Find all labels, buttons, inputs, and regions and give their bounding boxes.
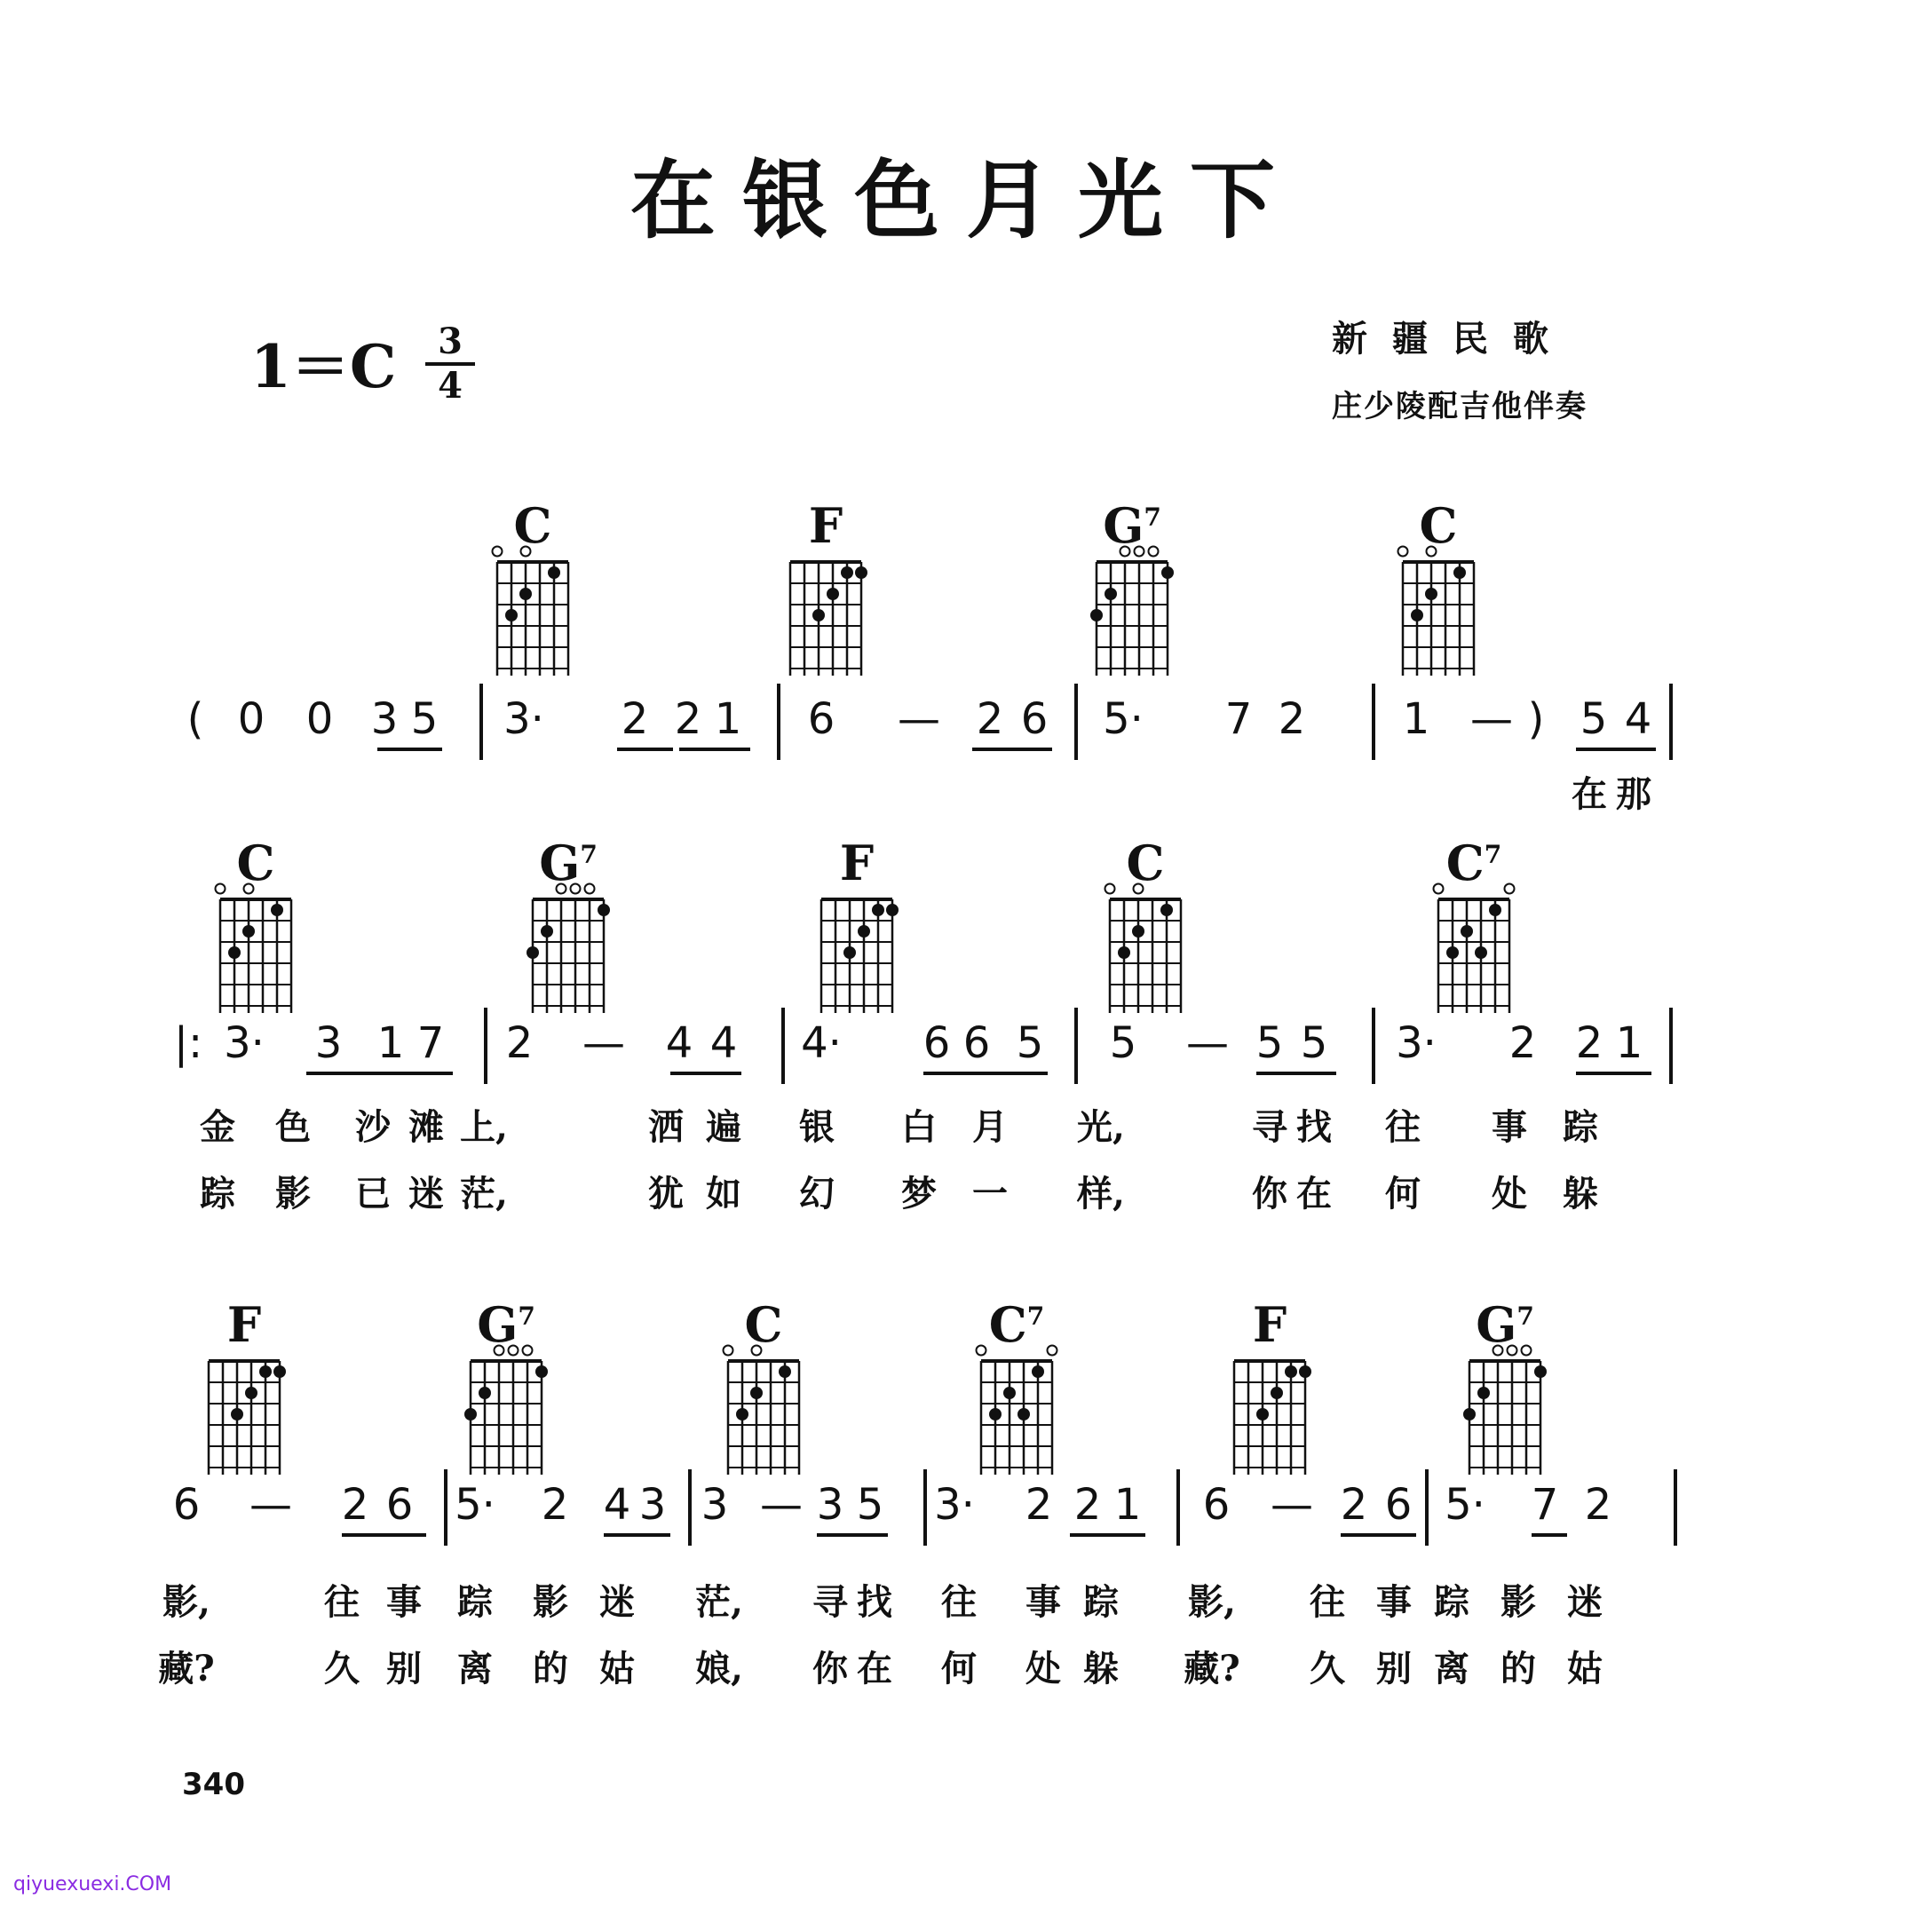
- beam-underline: [670, 1072, 741, 1075]
- barline: [444, 1469, 447, 1546]
- open-string-marker: [1522, 1346, 1532, 1356]
- note: 7: [1224, 694, 1253, 744]
- finger-dot: [827, 588, 839, 600]
- note: 2: [341, 1480, 369, 1530]
- open-string-marker: [523, 1346, 533, 1356]
- finger-dot: [1032, 1365, 1044, 1378]
- lyric-syllable: 踪: [1434, 1581, 1469, 1623]
- barline: [1176, 1469, 1180, 1546]
- chord-fretboard: [963, 1341, 1070, 1475]
- finger-dot: [527, 946, 539, 959]
- note: 5·: [1103, 694, 1144, 744]
- barline: [1074, 1008, 1078, 1084]
- barline: [688, 1469, 692, 1546]
- note: —: [1470, 694, 1513, 744]
- finger-dot: [519, 588, 532, 600]
- lyric-syllable: 月: [972, 1106, 1008, 1148]
- lyric-syllable: 往: [941, 1581, 977, 1623]
- barline: [479, 684, 483, 760]
- beam-underline: [679, 748, 750, 751]
- lyric-syllable: 事: [1492, 1106, 1527, 1148]
- lyric-syllable: 踪: [1083, 1581, 1119, 1623]
- finger-dot: [1489, 904, 1501, 916]
- lyric-syllable: 影,: [162, 1581, 210, 1623]
- barline: [781, 1008, 785, 1084]
- note: 0: [305, 694, 334, 744]
- lyric-syllable: 沙: [355, 1106, 391, 1148]
- beam-underline: [923, 1072, 1048, 1075]
- lyric-syllable: 何: [941, 1648, 977, 1689]
- lyric-syllable: 滩: [408, 1106, 444, 1148]
- lyric-syllable: 迷: [599, 1581, 635, 1623]
- beam-underline: [1532, 1533, 1567, 1537]
- finger-dot: [535, 1365, 548, 1378]
- open-string-marker: [1427, 547, 1437, 557]
- open-string-marker: [1508, 1346, 1517, 1356]
- note: 3·: [934, 1480, 975, 1530]
- note: —: [582, 1018, 625, 1068]
- barline: [777, 684, 780, 760]
- lyric-syllable: 那: [1616, 773, 1651, 815]
- note: 7: [1531, 1480, 1559, 1530]
- finger-dot: [989, 1408, 1002, 1420]
- chord-root: C: [1126, 835, 1165, 891]
- open-string-marker: [495, 1346, 504, 1356]
- note: 5: [1300, 1018, 1328, 1068]
- note: 1: [714, 694, 742, 744]
- finger-dot: [598, 904, 610, 916]
- lyric-syllable: 别: [386, 1648, 422, 1689]
- finger-dot: [1003, 1387, 1016, 1399]
- finger-dot: [245, 1387, 257, 1399]
- beam-underline: [306, 1072, 453, 1075]
- lyric-syllable: 踪: [1563, 1106, 1598, 1148]
- note: 6: [385, 1480, 414, 1530]
- note: 1: [1113, 1480, 1142, 1530]
- chord-fretboard: [1452, 1341, 1558, 1475]
- note: 6: [1384, 1480, 1413, 1530]
- lyric-syllable: 久: [1310, 1648, 1345, 1689]
- finger-dot: [1285, 1365, 1297, 1378]
- chord-root: C: [744, 1296, 783, 1353]
- lyric-syllable: 找: [857, 1581, 892, 1623]
- open-string-marker: [244, 884, 254, 894]
- finger-dot: [1118, 946, 1130, 959]
- finger-dot: [273, 1365, 286, 1378]
- note: 6: [807, 694, 835, 744]
- note: 2: [621, 694, 649, 744]
- lyric-syllable: 洒: [648, 1106, 684, 1148]
- lyric-syllable: 往: [1385, 1106, 1421, 1148]
- open-string-marker: [1048, 1346, 1057, 1356]
- note: 3: [701, 1480, 729, 1530]
- finger-dot: [259, 1365, 272, 1378]
- chord-root: C: [513, 497, 552, 554]
- time-denominator: 4: [438, 365, 463, 407]
- chord-fretboard: [1079, 542, 1185, 676]
- barline: [1669, 1008, 1673, 1084]
- lyric-syllable: 离: [457, 1648, 493, 1689]
- note: —: [249, 1480, 292, 1530]
- open-string-marker: [585, 884, 595, 894]
- lyric-syllable: 影: [275, 1173, 311, 1215]
- barline: [1372, 684, 1375, 760]
- lyric-syllable: 茫,: [695, 1581, 743, 1623]
- lyric-syllable: 何: [1385, 1173, 1421, 1215]
- chord-fretboard: [710, 1341, 817, 1475]
- finger-dot: [1534, 1365, 1547, 1378]
- chord-fretboard: [1216, 1341, 1323, 1475]
- finger-dot: [841, 566, 853, 579]
- chord-root: G: [1476, 1296, 1517, 1353]
- beam-underline: [1070, 1533, 1145, 1537]
- finger-dot: [855, 566, 867, 579]
- chord-extension: 7: [1484, 840, 1502, 869]
- note: 3·: [224, 1018, 265, 1068]
- watermark: qiyuexuexi.COM: [13, 1873, 172, 1895]
- open-string-marker: [1398, 547, 1408, 557]
- lyric-syllable: 踪: [200, 1173, 235, 1215]
- finger-dot: [858, 925, 870, 938]
- note: 2: [1508, 1018, 1537, 1068]
- lyric-syllable: 事: [386, 1581, 422, 1623]
- lyric-syllable: 久: [324, 1648, 360, 1689]
- note: (: [186, 694, 204, 744]
- lyric-syllable: 一: [972, 1173, 1008, 1215]
- lyric-syllable: 往: [324, 1581, 360, 1623]
- beam-underline: [604, 1533, 670, 1537]
- beam-underline: [1576, 748, 1656, 751]
- barline: [1074, 684, 1078, 760]
- chord-root: G: [477, 1296, 519, 1353]
- lyric-syllable: 茫,: [460, 1173, 508, 1215]
- finger-dot: [1425, 588, 1437, 600]
- finger-dot: [750, 1387, 763, 1399]
- note: 5: [856, 1480, 884, 1530]
- lyric-syllable: 事: [1376, 1581, 1412, 1623]
- open-string-marker: [521, 547, 531, 557]
- finger-dot: [1161, 566, 1174, 579]
- lyric-syllable: 往: [1310, 1581, 1345, 1623]
- note: 4·: [801, 1018, 842, 1068]
- finger-dot: [1090, 609, 1103, 621]
- open-string-marker: [557, 884, 566, 894]
- finger-dot: [1446, 946, 1459, 959]
- open-string-marker: [216, 884, 226, 894]
- lyric-syllable: 幻: [799, 1173, 835, 1215]
- chord-extension: 7: [580, 840, 598, 869]
- open-string-marker: [1135, 547, 1144, 557]
- note: 5·: [455, 1480, 495, 1530]
- finger-dot: [1105, 588, 1117, 600]
- page-number: 340: [182, 1767, 245, 1802]
- finger-dot: [228, 946, 241, 959]
- open-string-marker: [509, 1346, 519, 1356]
- chord-fretboard: [804, 880, 910, 1013]
- open-string-marker: [1149, 547, 1159, 557]
- time-signature: [431, 321, 470, 407]
- finger-dot: [1461, 925, 1473, 938]
- beam-underline: [617, 748, 673, 751]
- note: —: [1186, 1018, 1229, 1068]
- lyric-syllable: 遍: [706, 1106, 741, 1148]
- note: 2: [1575, 1018, 1603, 1068]
- lyric-syllable: 色: [275, 1106, 311, 1148]
- chord-root: F: [808, 497, 843, 554]
- finger-dot: [1132, 925, 1144, 938]
- note: 3·: [503, 694, 544, 744]
- finger-dot: [242, 925, 255, 938]
- note: 2: [976, 694, 1004, 744]
- lyric-syllable: 梦: [901, 1173, 937, 1215]
- open-string-marker: [1493, 1346, 1503, 1356]
- finger-dot: [886, 904, 899, 916]
- note: 5: [1255, 1018, 1284, 1068]
- finger-dot: [1477, 1387, 1490, 1399]
- chord-fretboard: [772, 542, 879, 676]
- lyric-syllable: 迷: [1567, 1581, 1603, 1623]
- lyric-syllable: 处: [1492, 1173, 1527, 1215]
- note: 2: [1278, 694, 1306, 744]
- finger-dot: [479, 1387, 491, 1399]
- song-origin: 新疆民歌: [1332, 319, 1573, 360]
- lyric-syllable: 在: [1296, 1173, 1332, 1215]
- note: 5: [1016, 1018, 1044, 1068]
- open-string-marker: [493, 547, 503, 557]
- open-string-marker: [1134, 884, 1144, 894]
- note: 2: [674, 694, 702, 744]
- note: 6: [922, 1018, 951, 1068]
- notation-row: [0, 684, 1652, 764]
- lyric-syllable: 迷: [408, 1173, 444, 1215]
- lyric-syllable: 影: [1500, 1581, 1536, 1623]
- note: 2: [1340, 1480, 1368, 1530]
- finger-dot: [779, 1365, 791, 1378]
- lyric-syllable: 影: [533, 1581, 568, 1623]
- open-string-marker: [752, 1346, 762, 1356]
- finger-dot: [812, 609, 825, 621]
- note: 1: [1402, 694, 1430, 744]
- chord-root: G: [539, 835, 581, 891]
- chord-fretboard: [515, 880, 622, 1013]
- chord-root: C: [1445, 835, 1485, 891]
- finger-dot: [1463, 1408, 1476, 1420]
- lyric-syllable: 姑: [599, 1648, 635, 1689]
- barline: [1674, 1469, 1677, 1546]
- note: 2: [541, 1480, 569, 1530]
- lyric-syllable: 躲: [1083, 1648, 1119, 1689]
- chord-root: F: [839, 835, 875, 891]
- chord-extension: 7: [1516, 1302, 1534, 1331]
- finger-dot: [843, 946, 856, 959]
- finger-dot: [464, 1408, 477, 1420]
- note: 4: [665, 1018, 693, 1068]
- note: 2: [505, 1018, 534, 1068]
- lyric-syllable: 事: [1025, 1581, 1061, 1623]
- open-string-marker: [1505, 884, 1515, 894]
- note: 4: [709, 1018, 738, 1068]
- note: 6: [1202, 1480, 1231, 1530]
- chord-root: F: [226, 1296, 262, 1353]
- barline: [484, 1008, 487, 1084]
- lyric-syllable: 银: [799, 1106, 835, 1148]
- open-string-marker: [1120, 547, 1130, 557]
- note: 1: [376, 1018, 405, 1068]
- open-string-marker: [1434, 884, 1444, 894]
- finger-dot: [1256, 1408, 1269, 1420]
- barline: [1372, 1008, 1375, 1084]
- barline: [1669, 684, 1673, 760]
- note: 3: [314, 1018, 343, 1068]
- lyric-syllable: 已: [355, 1173, 391, 1215]
- beam-underline: [377, 748, 442, 751]
- beam-underline: [1576, 1072, 1651, 1075]
- note: 7: [416, 1018, 445, 1068]
- chord-fretboard: [1385, 542, 1492, 676]
- note: 6: [962, 1018, 991, 1068]
- note: 5: [410, 694, 439, 744]
- finger-dot: [1453, 566, 1466, 579]
- note: 5·: [1445, 1480, 1485, 1530]
- note: ): [1527, 694, 1545, 744]
- chord-extension: 7: [1144, 502, 1161, 532]
- lyric-syllable: 在: [857, 1648, 892, 1689]
- finger-dot: [505, 609, 518, 621]
- barline: [923, 1469, 927, 1546]
- chord-fretboard: [202, 880, 309, 1013]
- finger-dot: [548, 566, 560, 579]
- chord-fretboard: [453, 1341, 559, 1475]
- note: 2: [1025, 1480, 1053, 1530]
- lyric-syllable: 藏?: [1184, 1648, 1240, 1689]
- notation-row: [0, 1008, 1643, 1088]
- finger-dot: [736, 1408, 748, 1420]
- song-title: 在银色月光下: [630, 150, 1302, 250]
- lyric-syllable: 光,: [1077, 1106, 1125, 1148]
- beam-underline: [972, 748, 1052, 751]
- finger-dot: [1017, 1408, 1030, 1420]
- finger-dot: [271, 904, 283, 916]
- note: 2: [1584, 1480, 1612, 1530]
- lyric-syllable: 的: [533, 1648, 568, 1689]
- chord-fretboard: [479, 542, 586, 676]
- chord-fretboard: [1421, 880, 1527, 1013]
- lyric-syllable: 白: [901, 1106, 937, 1148]
- beam-underline: [1256, 1072, 1336, 1075]
- note: 4: [1624, 694, 1652, 744]
- lyric-syllable: 踪: [457, 1581, 493, 1623]
- note: 3·: [1396, 1018, 1437, 1068]
- lyric-syllable: 样,: [1077, 1173, 1125, 1215]
- barline: [1425, 1469, 1429, 1546]
- note: —: [760, 1480, 803, 1530]
- note: |:: [173, 1018, 203, 1068]
- chord-extension: 7: [1026, 1302, 1045, 1331]
- note: 4: [603, 1480, 631, 1530]
- chord-extension: 7: [518, 1302, 535, 1331]
- lyric-syllable: 的: [1500, 1648, 1536, 1689]
- open-string-marker: [724, 1346, 733, 1356]
- note: 0: [237, 694, 265, 744]
- lyric-syllable: 金: [200, 1106, 235, 1148]
- note: 6: [1020, 694, 1049, 744]
- chord-fretboard: [1092, 880, 1199, 1013]
- note: 2: [1073, 1480, 1102, 1530]
- beam-underline: [342, 1533, 426, 1537]
- lyric-syllable: 寻: [812, 1581, 848, 1623]
- note: —: [898, 694, 940, 744]
- beam-underline: [1341, 1533, 1416, 1537]
- lyric-syllable: 犹: [648, 1173, 684, 1215]
- lyric-syllable: 离: [1434, 1648, 1469, 1689]
- lyric-syllable: 在: [1572, 773, 1607, 815]
- finger-dot: [1299, 1365, 1311, 1378]
- key-signature: 1＝C: [250, 332, 397, 401]
- notation-row: [0, 1469, 1612, 1549]
- lyric-syllable: 躲: [1563, 1173, 1598, 1215]
- chord-root: G: [1103, 497, 1144, 554]
- lyric-syllable: 寻: [1252, 1106, 1287, 1148]
- chord-fretboard: [191, 1341, 297, 1475]
- lyric-syllable: 你: [1252, 1173, 1287, 1215]
- finger-dot: [1160, 904, 1173, 916]
- chord-root: C: [236, 835, 275, 891]
- lyric-syllable: 藏?: [158, 1648, 215, 1689]
- note: 3: [370, 694, 399, 744]
- note: —: [1271, 1480, 1313, 1530]
- note: 6: [172, 1480, 201, 1530]
- lyric-syllable: 影,: [1188, 1581, 1236, 1623]
- chord-root: F: [1252, 1296, 1287, 1353]
- finger-dot: [872, 904, 884, 916]
- open-string-marker: [1105, 884, 1115, 894]
- lyric-syllable: 姑: [1567, 1648, 1603, 1689]
- chord-root: C: [988, 1296, 1027, 1353]
- note: 3: [816, 1480, 844, 1530]
- lyric-syllable: 上,: [460, 1106, 508, 1148]
- lyric-syllable: 找: [1296, 1106, 1332, 1148]
- arranger-credit: 庄少陵配吉他伴奏: [1332, 389, 1588, 424]
- note: 3: [638, 1480, 667, 1530]
- finger-dot: [1475, 946, 1487, 959]
- lyric-syllable: 娘,: [695, 1648, 743, 1689]
- lyric-syllable: 如: [706, 1173, 741, 1215]
- chord-root: C: [1419, 497, 1458, 554]
- finger-dot: [1411, 609, 1423, 621]
- note: 5: [1109, 1018, 1137, 1068]
- lyric-syllable: 你: [812, 1648, 848, 1689]
- note: 1: [1615, 1018, 1643, 1068]
- finger-dot: [1271, 1387, 1283, 1399]
- open-string-marker: [571, 884, 581, 894]
- finger-dot: [231, 1408, 243, 1420]
- beam-underline: [817, 1533, 888, 1537]
- open-string-marker: [977, 1346, 986, 1356]
- time-numerator: 3: [438, 320, 463, 362]
- lyric-syllable: 别: [1376, 1648, 1412, 1689]
- note: 5: [1580, 694, 1608, 744]
- finger-dot: [541, 925, 553, 938]
- lyric-syllable: 处: [1025, 1648, 1061, 1689]
